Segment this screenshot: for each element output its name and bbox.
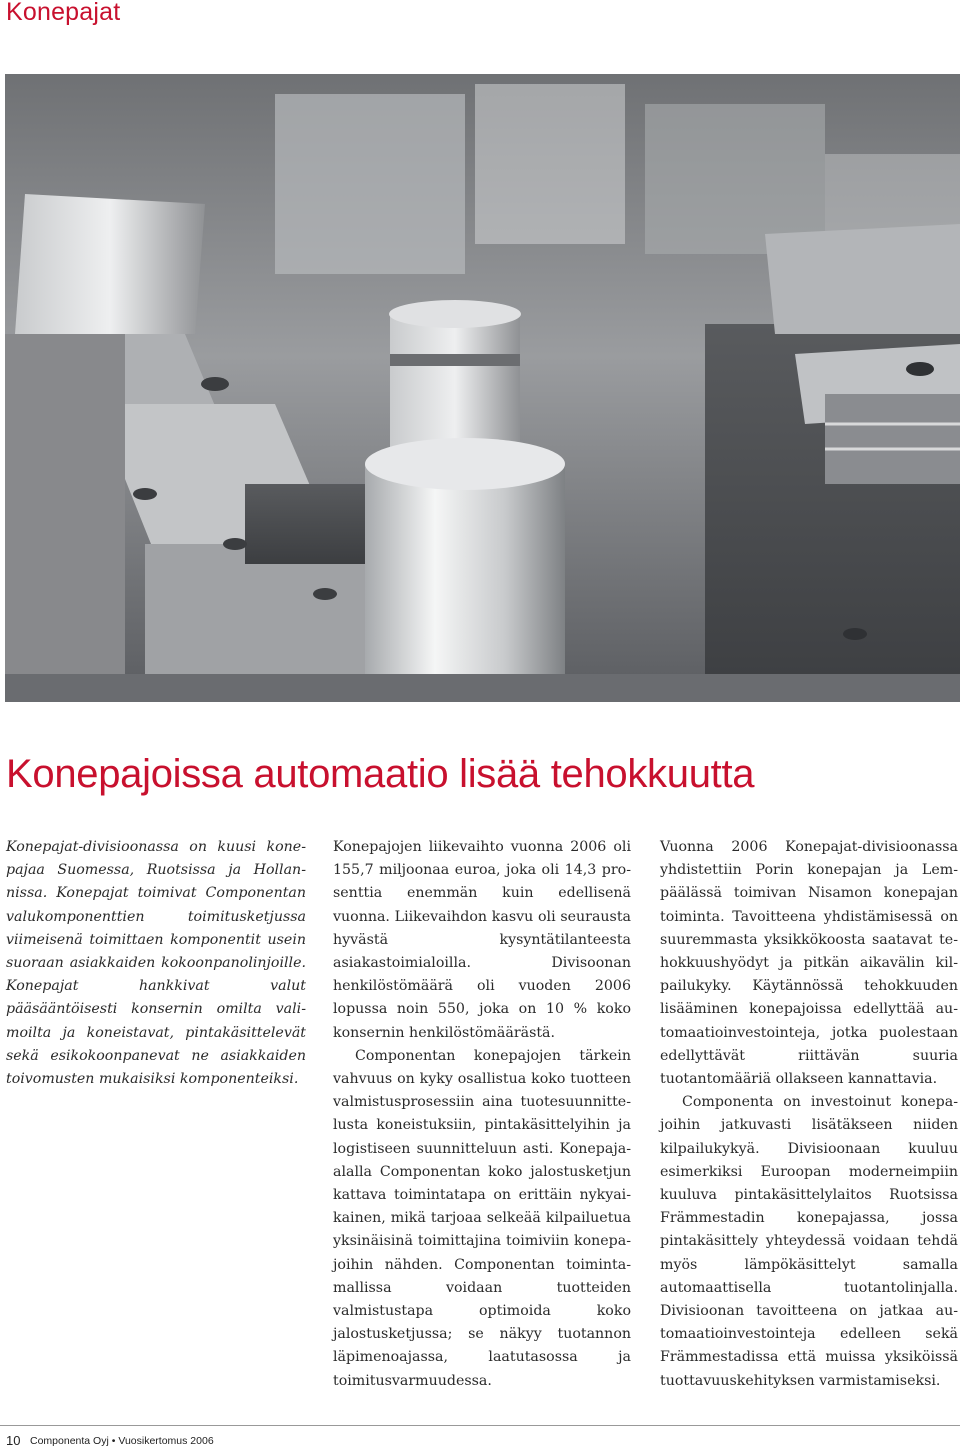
footer-company: Componenta Oyj [30,1435,109,1447]
body-paragraph: Componentan konepajojen tärkein vahvuus on kyky osallistua koko tuotteen valmistusprosessiin aina tuotesuunnittelusta koneistuksiin, pintakäsittelyihin ja logistiseen suunnitteluun asti. Konepajaalalla Componentan koko jalostusketjun kattava toimintatapa on erittäin nykyaikainen, mikä tarjoaa selkeää kilpailuetua yksinäisinä toimittajina toimiviin konepajoihin nähden. Componentan toimintamallissa voidaan tuotteiden valmistustapa optimoida koko jalostusketjussa; se näkyy tuotannon läpimenoajassa, laatutasossa ja toimitusvarmuudessa. [333,1047,631,1389]
body-column-2 [660,836,958,1393]
body-paragraph: Vuonna 2006 Konepajat-divisioonassa yhdistettiin Porin konepajan ja Lempäälässä toimivan Nisamon konepajan toiminta. Tavoitteena yhdistämisessä on suuremmasta yksikkökoosta saatavat tehokkuushyödyt ja pitkän aikavälin kilpailukyky. Käytännössä tehokkuuden lisääminen konepajoissa edellyttää automaatioinvestointeja, jotka puolestaan edellyttävät riittävän suuria tuotantomääriä ollakseen kannattavia. [660,839,958,1088]
body-paragraph: Componenta on investoinut konepajoihin jatkuvasti lisätäkseen niiden kilpailukykyä. Divisioonaan kuuluu esimerkiksi Euroopan moderneimpiin kuuluva pintakäsittelylaitos Ruotsissa Främmestadin konepajassa, jossa pintakäsittely yhteydessä voidaan tehdä myös lämpökäsittelyt samalla automaattisella tuotantolinjalla. Divisioonan tavoitteena on jatkaa automaatioinvestointeja edelleen sekä Främmestadissa että muissa yksiköissä tuottavuuskehityksen varmistamiseksi. [660,1094,958,1389]
machined-parts-photo [5,74,960,702]
headline: Konepajoissa automaatio lisää tehokkuutta [6,752,755,796]
section-label: Konepajat [6,0,121,26]
footer-report: Vuosikertomus 2006 [118,1435,214,1447]
intro-column [6,836,306,1091]
footer-title [30,1435,214,1447]
page-number: 10 [6,1433,21,1448]
body-paragraph: Konepajojen liikevaihto vuonna 2006 oli 155,7 miljoonaa euroa, joka oli 14,3 prosenttia enemmän kuin edellisenä vuonna. Liikevaihdon kasvu oli seurausta hyvästä kysyntätilanteesta asiakastoimialoilla. Divisoonan henkilöstömäärä oli vuoden 2006 lopussa noin 550, joka on 10 % koko konsernin henkilöstömäärästä. [333,839,631,1041]
footer-rule [0,1425,960,1426]
intro-paragraph: Konepajat-divisioonassa on kuusi konepajaa Suomessa, Ruotsissa ja Hollannissa. Konepajat toimivat Componentan valukomponenttien toimitusketjussa viimeisenä toimittaen komponentit usein suoraan asiakkaiden kokoonpanolinjoille. Konepajat hankkivat valut pääsääntöisesti konsernin omilta valimoilta ja koneistavat, pintakäsittelevät sekä esikokoonpanevat ne asiakkaiden toivomusten mukaisiksi komponenteiksi. [6,839,306,1088]
footer-bullet: • [111,1435,116,1447]
page-footer [0,1425,960,1452]
body-column-1 [333,836,631,1393]
